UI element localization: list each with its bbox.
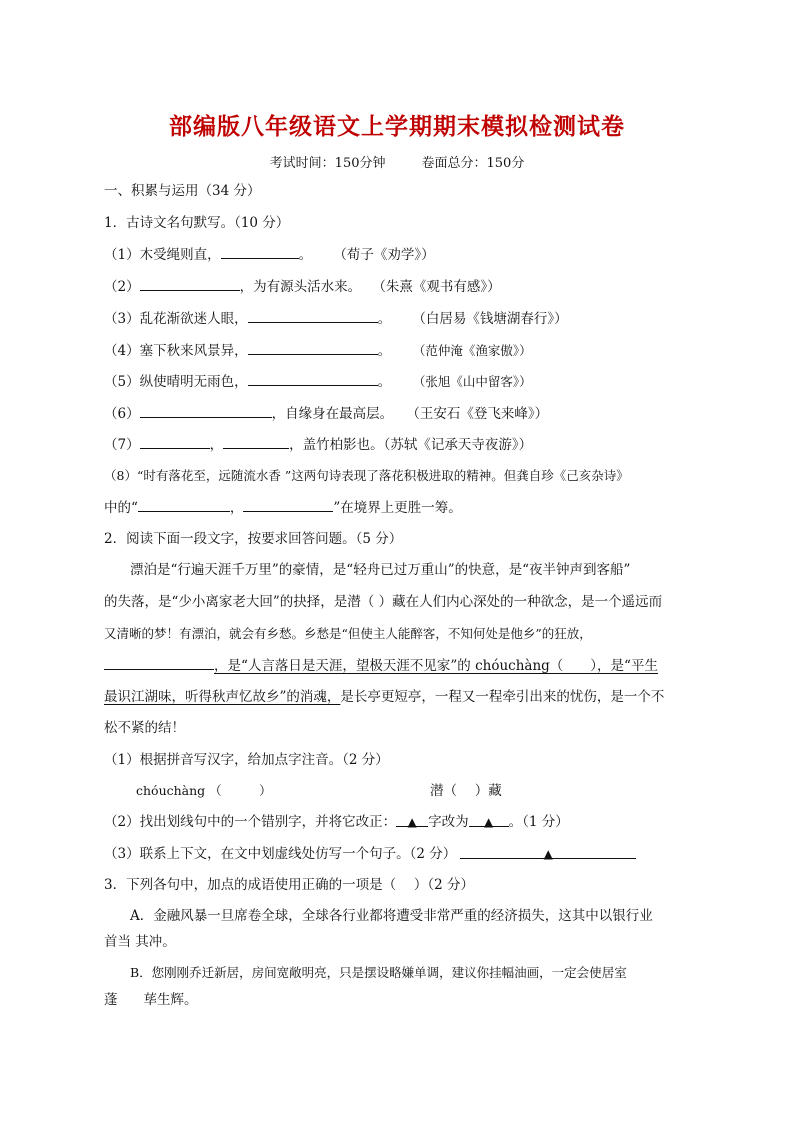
exam-time: 考试时间：150分钟 <box>269 156 386 171</box>
exam-info <box>0 152 794 171</box>
q2-passage-line: ，是“人言落日是天涯，望极天涯不见家”的 chóuchàng（ ），是“平生 <box>104 655 658 676</box>
q2-sub-1-b: 潜（ ）藏 <box>430 783 502 799</box>
q3-option-b-cont: 蓬 荜生辉。 <box>104 992 198 1008</box>
q1-item-4: （4）塞下秋来风景异， 。 （范仲淹《渔家傲》） <box>104 340 532 361</box>
q1-item-5: （5）纵使晴明无雨色， 。 （张旭《山中留客》） <box>104 371 532 392</box>
answer-blank[interactable] <box>248 308 378 323</box>
q2-stem: 2．阅读下面一段文字，按要求回答问题。（5 分） <box>104 531 403 547</box>
q2-passage-line: 漂泊是“行遍天涯千万里”的豪情，是“轻舟已过万重山”的快意，是“夜半钟声到客船” <box>130 562 631 578</box>
q1-item-6: （6） ，自缘身在最高层。 （王安石《登飞来峰》） <box>104 403 548 424</box>
answer-blank[interactable] <box>221 244 299 259</box>
answer-blank[interactable] <box>243 497 333 512</box>
q3-option-a: A．金融风暴一旦席卷全球，全球各行业都将遭受非常严重的经济损失，这其中以银行业 <box>130 908 653 924</box>
q1-item-2: （2） ，为有源头活水来。 （朱熹《观书有感》） <box>104 276 501 297</box>
q2-sub-1: （1）根据拼音写汉字，给加点字注音。（2 分） <box>104 752 389 768</box>
answer-blank[interactable] <box>140 276 240 291</box>
section-heading: 一、积累与运用（34 分） <box>104 183 261 199</box>
answer-blank[interactable] <box>223 434 289 449</box>
q1-item-8: （8）“时有落花至，远随流水香 ”这两句诗表现了落花积极进取的精神。但龚自珍《己亥杂诗》 <box>104 468 629 483</box>
triangle-icon: ▲ <box>407 815 417 829</box>
q2-passage-line: 的失落，是“少小离家老大回”的抉择，是潜（ ）藏在人们内心深处的一种欲念，是一个遥远而 <box>104 594 663 610</box>
q2-passage-line: 又清晰的梦！有漂泊，就会有乡愁。乡愁是“但使主人能醉客，不知何处是他乡”的狂放， <box>104 626 592 641</box>
exam-title: 部编版八年级语文上学期期末模拟检测试卷 <box>169 114 625 140</box>
q1-item-7: （7） ， ，盖竹柏影也。（苏轼《记承天寺夜游》） <box>104 434 532 455</box>
q3-option-a-cont: 首当 其冲。 <box>104 934 176 950</box>
answer-blank[interactable] <box>248 371 378 386</box>
triangle-icon: ▲ <box>483 815 494 829</box>
answer-blank[interactable] <box>248 340 378 355</box>
exam-score: 卷面总分：150分 <box>421 156 525 171</box>
q1-stem: 1．古诗文名句默写。（10 分） <box>104 215 290 231</box>
imitation-blank[interactable] <box>104 655 214 670</box>
answer-blank[interactable] <box>140 434 210 449</box>
q2-sub-2: （2）找出划线句中的一个错别字，并将它改正： ▲ 字改为 ▲ 。（1 分） <box>104 814 569 830</box>
q3-stem: 3．下列各句中，加点的成语使用正确的一项是（ ）（2 分） <box>104 877 475 893</box>
q1-item-3: （3）乱花渐欲迷人眼， 。 （白居易《钱塘湖春行》） <box>104 308 568 329</box>
q1-item-8-cont: 中的“ ， ”在境界上更胜一筹。 <box>104 497 462 518</box>
q3-option-b: B．您刚刚乔迁新居，房间宽敞明亮，只是摆设略嫌单调，建议你挂幅油画，一定会使居室 <box>130 965 627 980</box>
q1-item-1: （1）木受绳则直， 。 （荀子《劝学》） <box>104 244 435 265</box>
answer-blank[interactable] <box>469 812 509 827</box>
answer-blank[interactable] <box>138 497 230 512</box>
q2-sub-3: （3）联系上下文，在文中划虚线处仿写一个句子。（2 分） ▲ <box>104 844 636 864</box>
q2-passage-line: 松不紧的结！ <box>104 720 185 736</box>
triangle-icon: ▲ <box>543 847 553 861</box>
answer-blank[interactable] <box>460 844 636 859</box>
q2-passage-line: 最识江湖味，听得秋声忆故乡”的消魂，是长亭更短亭，一程又一程牵引出来的忧伤，是一个不 <box>104 689 665 705</box>
q2-sub-1-a: chóuchàng （ ） <box>136 783 272 798</box>
answer-blank[interactable] <box>140 403 272 418</box>
answer-blank[interactable] <box>396 812 428 827</box>
